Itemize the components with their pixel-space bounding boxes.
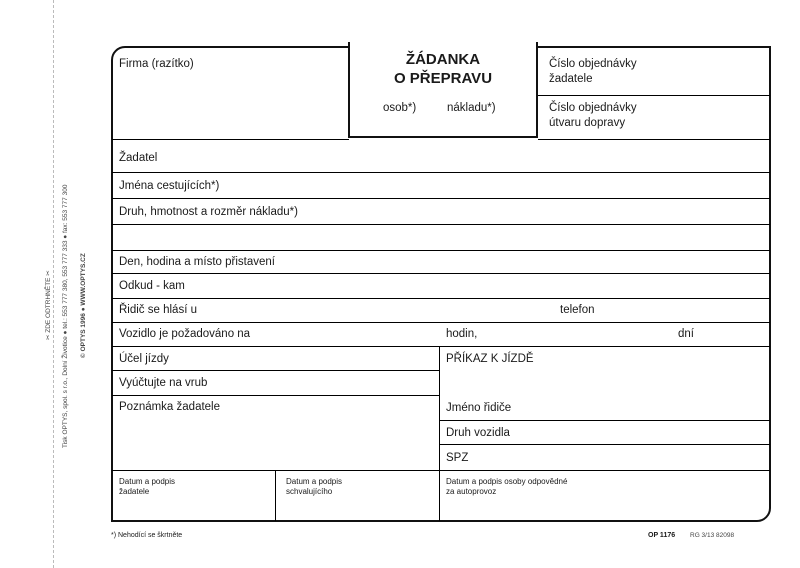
from-to-label: Odkud - kam — [119, 280, 185, 292]
divider — [112, 322, 770, 323]
divider — [112, 370, 439, 371]
footnote: *) Nehodící se škrtněte — [111, 532, 183, 539]
copyright-info: © OPTYS 1996 ● WWW.OPTYS.CZ — [80, 253, 87, 358]
signature-requester-label: Datum a podpis — [119, 477, 176, 486]
note-label: Poznámka žadatele — [119, 401, 221, 413]
divider — [112, 250, 770, 251]
divider — [439, 346, 440, 521]
divider — [112, 172, 770, 173]
hours-label: hodin, — [446, 328, 478, 340]
signature-requester-label: žadatele — [119, 487, 150, 496]
form-title: ŽÁDANKA — [405, 51, 481, 68]
divider — [439, 420, 770, 421]
divider — [538, 139, 770, 140]
perforation-line — [53, 0, 54, 568]
form-title: O PŘEPRAVU — [393, 70, 493, 87]
divider — [112, 139, 349, 140]
divider — [112, 198, 770, 199]
form-code: OP 1176 — [648, 532, 676, 539]
date-place-label: Den, hodina a místo přistavení — [119, 256, 275, 268]
divider — [112, 346, 770, 347]
osob-option: osob*) — [383, 102, 417, 114]
signature-fleet-label: Datum a podpis osoby odpovědné — [446, 477, 568, 486]
divider — [439, 444, 770, 445]
signature-approver-label: schvalujícího — [286, 487, 333, 496]
zadatel-label: Žadatel — [119, 152, 158, 164]
driver-name-label: Jméno řidiče — [446, 402, 512, 414]
divider — [538, 95, 770, 96]
divider — [275, 470, 276, 521]
order-number-requester-label: žadatele — [549, 73, 593, 85]
form-code-detail: RG 3/13 82098 — [690, 532, 735, 539]
vehicle-required-label: Vozidlo je požadováno na — [119, 328, 251, 340]
cut-here-label: ✂ ZDE ODTRHNĚTE ✂ — [45, 270, 52, 340]
plate-label: SPZ — [446, 452, 469, 464]
cargo-label: Druh, hmotnost a rozměr nákladu*) — [119, 206, 298, 218]
driver-reports-label: Řidič se hlásí u — [119, 304, 197, 316]
purpose-label: Účel jízdy — [119, 353, 169, 365]
divider — [112, 298, 770, 299]
order-number-transport-label: Číslo objednávky — [549, 102, 637, 114]
signature-approver-label: Datum a podpis — [286, 477, 343, 486]
divider — [112, 395, 439, 396]
trip-order-label: PŘÍKAZ K JÍZDĚ — [446, 353, 534, 365]
firma-label: Firma (razítko) — [119, 58, 194, 70]
divider — [112, 470, 770, 471]
vehicle-type-label: Druh vozidla — [446, 427, 510, 439]
publisher-info: Tisk OPTYS, spol. s r.o., Dolní Životice ● tel.: 553 777 380, 553 777 333 ● fax: 553 777 300 — [62, 184, 69, 448]
divider — [112, 224, 770, 225]
order-number-requester-label: Číslo objednávky — [549, 58, 637, 70]
signature-fleet-label: za autoprovoz — [446, 487, 497, 496]
order-number-transport-label: útvaru dopravy — [549, 117, 626, 129]
phone-label: telefon — [560, 304, 595, 316]
days-label: dní — [678, 328, 694, 340]
divider — [112, 273, 770, 274]
nakladu-option: nákladu*) — [447, 102, 496, 114]
passengers-label: Jména cestujících*) — [119, 180, 220, 192]
billing-label: Vyúčtujte na vrub — [119, 377, 208, 389]
